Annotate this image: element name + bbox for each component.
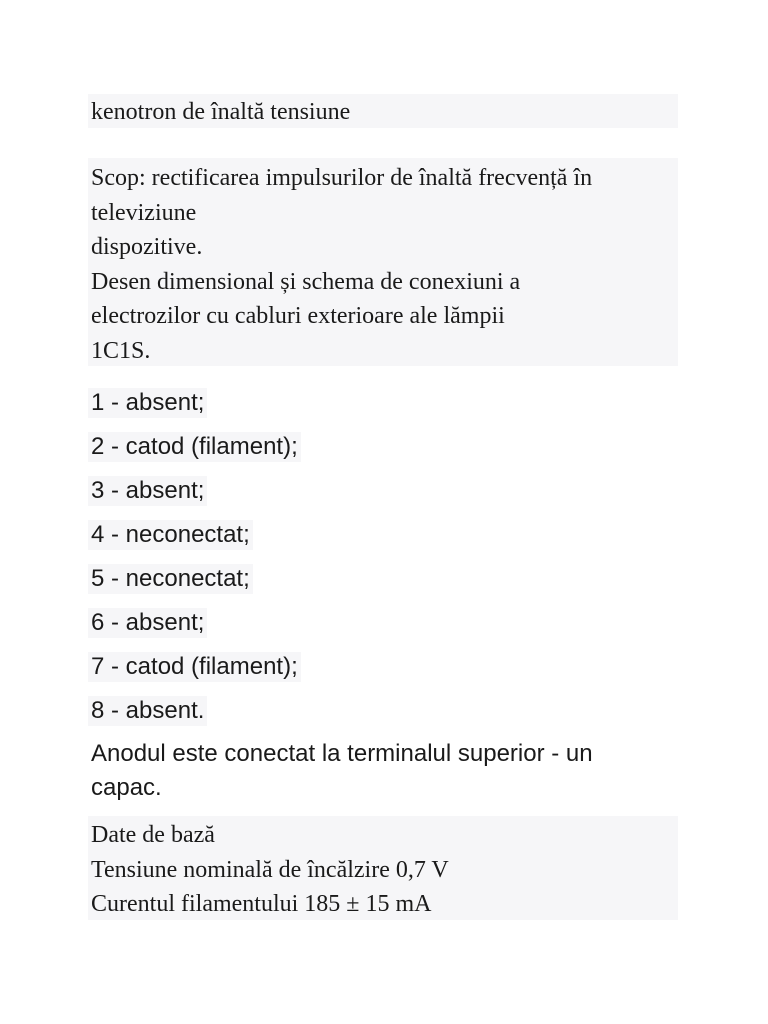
pin-item: 2 - catod (filament); <box>88 432 301 462</box>
title-block <box>88 94 678 128</box>
purpose-line-1: Scop: rectificarea impulsurilor de înaltă frecvență în <box>91 165 593 191</box>
basic-data-heading: Date de bază <box>91 822 215 848</box>
anode-note: Anodul este conectat la terminalul superior - un capac. <box>91 740 593 801</box>
pin-item: 4 - neconectat; <box>88 520 253 550</box>
basic-data-block <box>88 816 678 920</box>
pin-item: 7 - catod (filament); <box>88 652 301 682</box>
heater-voltage: Tensiune nominală de încălzire 0,7 V <box>91 856 449 883</box>
purpose-line-2: televiziune <box>91 199 197 226</box>
purpose-line-3: dispozitive. <box>91 234 203 260</box>
purpose-line-4: Desen dimensional și schema de conexiuni a <box>91 268 521 295</box>
purpose-line-5: electrozilor cu cabluri exterioare ale lămpii <box>91 303 505 329</box>
pin-item: 6 - absent; <box>88 608 207 638</box>
document-title: kenotron de înaltă tensiune <box>91 99 351 125</box>
pin-item: 3 - absent; <box>88 476 207 506</box>
filament-current: Curentul filamentului 185 ± 15 mA <box>91 891 432 917</box>
purpose-line-6: 1C1S. <box>91 337 151 364</box>
pin-item: 5 - neconectat; <box>88 564 253 594</box>
anode-note-block <box>88 737 658 805</box>
pin-item: 8 - absent. <box>88 696 207 726</box>
pin-item: 1 - absent; <box>88 388 207 418</box>
purpose-block <box>88 158 678 366</box>
